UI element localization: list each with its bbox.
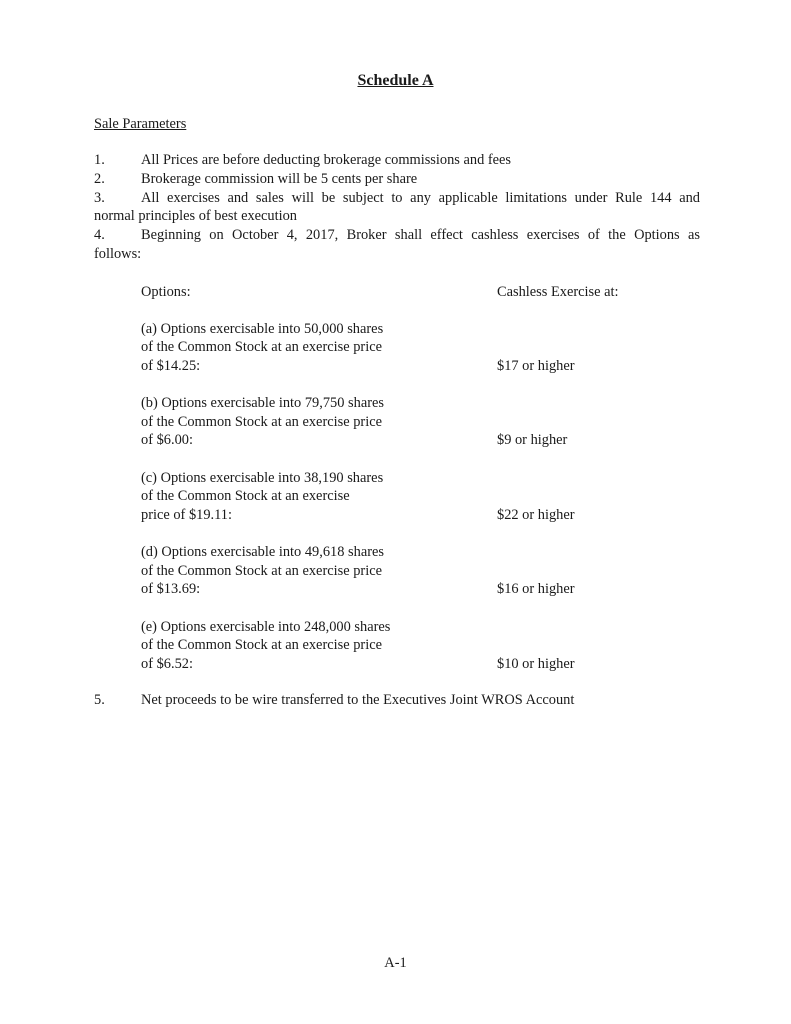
list-item-text-line1: Beginning on October 4, 2017, Broker shall effect cashless exercises of the Options as xyxy=(141,227,700,243)
option-description-line: price of $19.11: xyxy=(141,507,232,523)
list-item-text: All Prices are before deducting brokerage commissions and fees xyxy=(141,152,512,168)
option-description-line: (c) Options exercisable into 38,190 shares xyxy=(141,470,384,486)
list-item-text: Brokerage commission will be 5 cents per share xyxy=(141,171,418,187)
option-description-line: of the Common Stock at an exercise price xyxy=(141,637,382,653)
option-description-line: of the Common Stock at an exercise price xyxy=(141,339,382,355)
option-description-line: of $13.69: xyxy=(141,581,201,597)
list-item-number: 1. xyxy=(94,152,105,168)
cashless-exercise-price: $16 or higher xyxy=(497,581,575,597)
section-heading: Sale Parameters xyxy=(94,116,187,132)
option-description-line: of the Common Stock at an exercise price xyxy=(141,563,382,579)
option-description-line: (d) Options exercisable into 49,618 shares xyxy=(141,544,384,560)
list-item-4-continuation: follows: xyxy=(94,246,142,262)
list-item-3 xyxy=(94,189,700,208)
option-description-line: (b) Options exercisable into 79,750 shares xyxy=(141,395,384,411)
page-number: A-1 xyxy=(384,955,407,971)
option-description-line: (e) Options exercisable into 248,000 shares xyxy=(141,619,391,635)
cashless-exercise-price: $17 or higher xyxy=(497,358,575,374)
list-item-number: 3. xyxy=(94,190,105,206)
list-item-3-continuation: normal principles of best execution xyxy=(94,208,298,224)
option-description-line: of $14.25: xyxy=(141,358,201,374)
option-description-line: of the Common Stock at an exercise price xyxy=(141,414,382,430)
option-description-line: of $6.52: xyxy=(141,656,193,672)
cashless-exercise-price: $22 or higher xyxy=(497,507,575,523)
page-title: Schedule A xyxy=(357,72,434,89)
list-item-4 xyxy=(94,226,700,245)
list-item-number: 2. xyxy=(94,171,105,187)
list-item-number: 5. xyxy=(94,692,105,708)
cashless-exercise-price: $10 or higher xyxy=(497,656,575,672)
option-description-line: of the Common Stock at an exercise xyxy=(141,488,350,504)
options-column-header: Options: xyxy=(141,284,191,300)
list-item-text-line1: All exercises and sales will be subject to any applicable limitations under Rule 144 and xyxy=(141,190,700,206)
list-item-number: 4. xyxy=(94,227,105,243)
list-item-2 xyxy=(94,170,700,189)
list-item-1 xyxy=(94,151,700,170)
list-item-5 xyxy=(94,691,700,710)
list-item-text: Net proceeds to be wire transferred to the Executives Joint WROS Account xyxy=(141,692,575,708)
option-description-line: of $6.00: xyxy=(141,432,193,448)
cashless-exercise-price: $9 or higher xyxy=(497,432,568,448)
cashless-exercise-column-header: Cashless Exercise at: xyxy=(497,284,619,300)
option-description-line: (a) Options exercisable into 50,000 shares xyxy=(141,321,384,337)
